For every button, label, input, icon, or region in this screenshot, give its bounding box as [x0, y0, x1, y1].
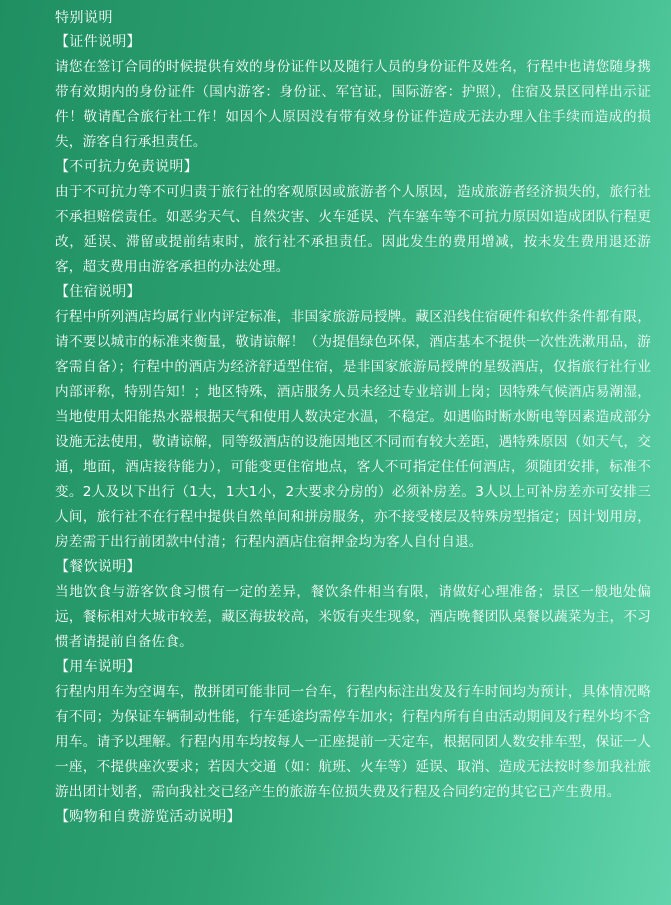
section-heading-shopping: 【购物和自费游览活动说明】 [55, 809, 241, 825]
section-heading-dining: 【餐饮说明】 [55, 559, 141, 575]
section-text-documents: 请您在签订合同的时候提供有效的身份证件以及随行人员的身份证件及姓名，行程中也请您随身携带有效期内的身份证件（国内游客：身份证、军官证，国际游客：护照），住宿及景区同样出示证件！敬请配合旅行社工作！如因个人原因没有带有效身份证件造成无法办理入住手续而造成的损失，游客自行承担责任。 [55, 59, 651, 150]
page-title: 特别说明 [55, 10, 113, 26]
section-heading-documents: 【证件说明】 [55, 34, 141, 50]
section-text-accommodation: 行程中所列酒店均属行业内评定标准，非国家旅游局授牌。藏区沿线住宿硬件和软件条件都有限，请不要以城市的标准来衡量，敬请谅解！（为提倡绿色环保，酒店基本不提供一次性洗漱用品，游客需自备）；行程中的酒店为经济舒适型住宿，是非国家旅游局授牌的星级酒店，仅指旅行社行业内部评称，特别告知！；地区特殊，酒店服务人员未经过专业培训上岗；因特殊气候酒店易潮湿，当地使用太阳能热水器根据天气和使用人数决定水温，不稳定。如遇临时断水断电等因素造成部分设施无法使用，敬请谅解，同等级酒店的设施因地区不同而有较大差距，遇特殊原因（如天气，交通，地面，酒店接待能力），可能变更住宿地点，客人不可指定住任何酒店，须随团安排，标准不变。2人及以下出行（1大，1大1小，2大要求分房的）必须补房差。3人以上可补房差亦可安排三人间，旅行社不在行程中提供自然单间和拼房服务，亦不接受楼层及特殊房型指定；因计划用房，房差需于出行前团款中付清；行程内酒店住宿押金均为客人自付自退。 [55, 309, 651, 550]
section-heading-force-majeure: 【不可抗力免责说明】 [55, 159, 198, 175]
section-text-dining: 当地饮食与游客饮食习惯有一定的差异，餐饮条件相当有限，请做好心理准备；景区一般地处偏远，餐标相对大城市较差，藏区海拔较高，米饭有夹生现象，酒店晚餐团队桌餐以蔬菜为主，不习惯者请提前自备佐食。 [55, 584, 651, 650]
section-text-force-majeure: 由于不可抗力等不可归责于旅行社的客观原因或旅游者个人原因，造成旅游者经济损失的，旅行社不承担赔偿责任。如恶劣天气、自然灾害、火车延误、汽车塞车等不可抗力原因如造成团队行程更改，延误、滞留或提前结束时，旅行社不承担责任。因此发生的费用增减，按未发生费用退还游客，超支费用由游客承担的办法处理。 [55, 184, 651, 275]
section-heading-transport: 【用车说明】 [55, 659, 141, 675]
section-text-transport: 行程内用车为空调车，散拼团可能非同一台车，行程内标注出发及行车时间均为预计，具体情况略有不同；为保证车辆制动性能，行车延途均需停车加水；行程内所有自由活动期间及行程外均不含用车。请予以理解。行程内用车均按每人一正座提前一天定车，根据同团人数安排车型，保证一人一座，不提供座次要求；若因大交通（如：航班、火车等）延误、取消、造成无法按时参加我社旅游出团计划者，需向我社交已经产生的旅游车位损失费及行程及合同约定的其它已产生费用。 [55, 684, 651, 800]
section-heading-accommodation: 【住宿说明】 [55, 284, 141, 300]
